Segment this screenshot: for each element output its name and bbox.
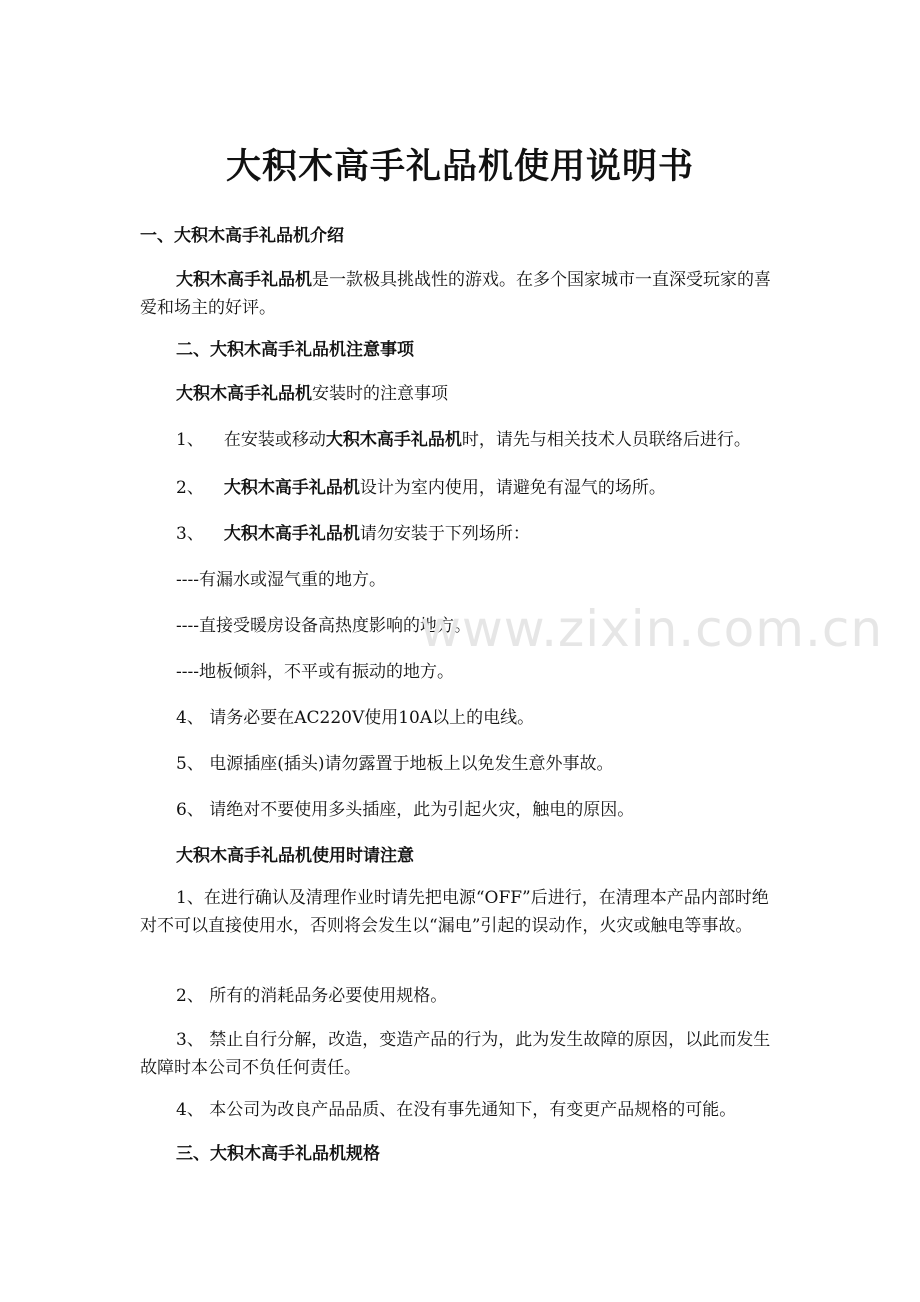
install-item-2 xyxy=(176,474,666,502)
intro-text: 是一款极具挑战性的游戏。在多个国家城市一直深受玩家的喜爱和场主的好评。 xyxy=(140,270,771,318)
install-item-5: 5、 电源插座(插头)请勿露置于地板上以免发生意外事故。 xyxy=(176,754,614,774)
item-text: 时，请先与相关技术人员联络后进行。 xyxy=(461,430,751,450)
item-text: 在安装或移动 xyxy=(223,430,326,450)
product-name: 大积木高手礼品机 xyxy=(176,384,312,404)
document-title: 大积木高手礼品机使用说明书 xyxy=(225,147,694,187)
install-item-6: 6、 请绝对不要使用多头插座，此为引起火灾，触电的原因。 xyxy=(176,800,635,820)
location-dash-2: ----直接受暖房设备高热度影响的地方。 xyxy=(176,616,471,636)
install-item-3 xyxy=(176,520,530,548)
watermark: www.zixin.com.cn xyxy=(420,600,884,658)
item-number: 3、 xyxy=(176,524,204,544)
install-item-4: 4、 请务必要在AC220V使用10A以上的电线。 xyxy=(176,708,535,728)
section-heading-spec: 三、大积木高手礼品机规格 xyxy=(176,1144,380,1164)
product-name: 大积木高手礼品机 xyxy=(325,430,462,450)
item-text: 设计为室内使用，请避免有湿气的场所。 xyxy=(359,478,666,498)
location-dash-3: ----地板倾斜，不平或有振动的地方。 xyxy=(176,662,454,682)
usage-heading: 大积木高手礼品机使用时请注意 xyxy=(176,846,414,866)
section-heading-notes: 二、大积木高手礼品机注意事项 xyxy=(176,340,414,360)
usage-item-4: 4、 本公司为改良产品品质、在没有事先通知下，有变更产品规格的可能。 xyxy=(176,1100,737,1120)
product-name: 大积木高手礼品机 xyxy=(223,524,360,544)
product-name: 大积木高手礼品机 xyxy=(176,270,312,290)
item-text: 请勿安装于下列场所： xyxy=(359,524,530,544)
install-notes-text: 安装时的注意事项 xyxy=(312,384,448,404)
section-heading-intro: 一、大积木高手礼品机介绍 xyxy=(140,226,344,246)
install-item-1 xyxy=(176,426,751,454)
product-name: 大积木高手礼品机 xyxy=(223,478,360,498)
item-number: 1、 xyxy=(176,430,204,450)
usage-item-3: 3、 禁止自行分解，改造，变造产品的行为，此为发生故障的原因，以此而发生故障时本公司不负任何责任。 xyxy=(140,1030,771,1078)
item-number: 2、 xyxy=(176,478,204,498)
install-notes-line xyxy=(176,380,448,408)
location-dash-1: ----有漏水或湿气重的地方。 xyxy=(176,570,386,590)
intro-paragraph xyxy=(140,266,785,322)
usage-item-2: 2、 所有的消耗品务必要使用规格。 xyxy=(176,986,448,1006)
usage-item-1: 1、在进行确认及清理作业时请先把电源“OFF”后进行，在清理本产品内部时绝对不可以直接使用水，否则将会发生以“漏电”引起的误动作，火灾或触电等事故。 xyxy=(140,888,769,936)
